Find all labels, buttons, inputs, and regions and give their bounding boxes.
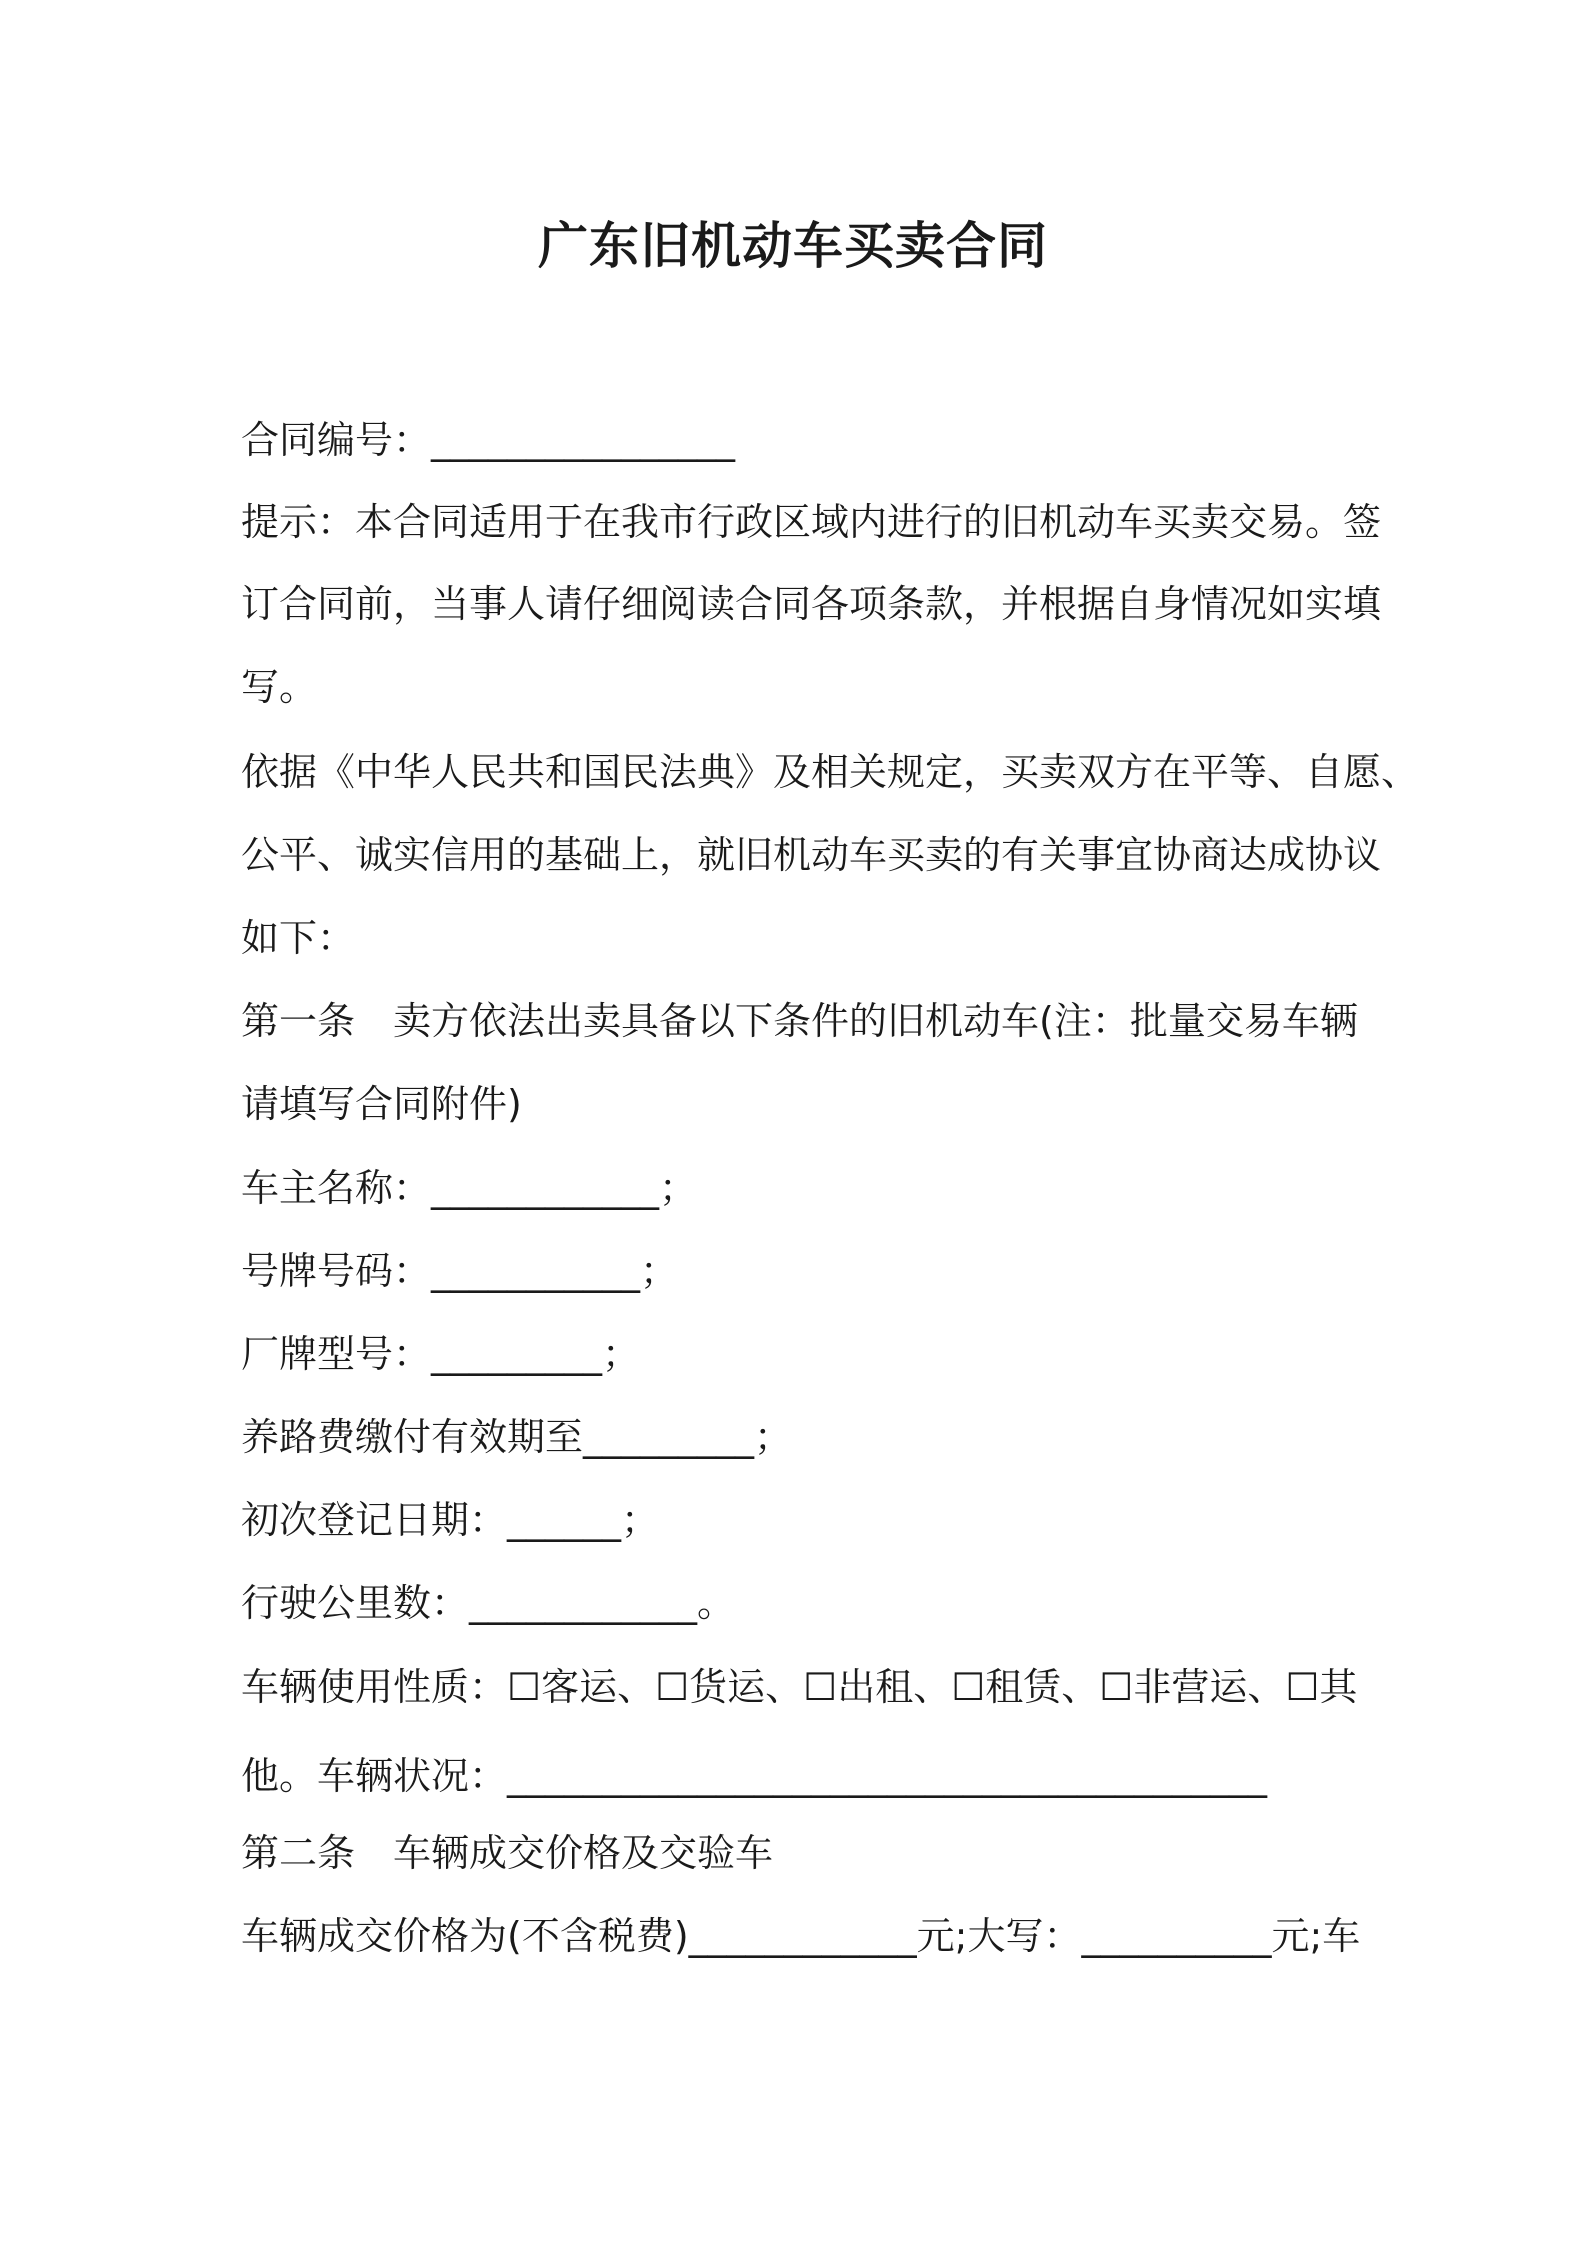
- owner-name-field: 车主名称：____________；: [241, 1166, 698, 1210]
- preamble-line-3: 如下：: [241, 916, 356, 960]
- price-line: 车辆成交价格为(不含税费)____________元;大写：__________元;车: [241, 1914, 1361, 1958]
- contract-number-line: 合同编号：________________: [241, 418, 736, 462]
- first-registration-field: 初次登记日期：______；: [241, 1498, 660, 1542]
- article-2-heading: 第二条 车辆成交价格及交验车: [241, 1831, 774, 1875]
- article-1-line-2: 请填写合同附件): [241, 1082, 522, 1126]
- article-1-line-1: 第一条 卖方依法出卖具备以下条件的旧机动车(注：批量交易车辆: [241, 999, 1358, 1043]
- notice-line-1: 提示：本合同适用于在我市行政区域内进行的旧机动车买卖交易。签: [241, 500, 1382, 544]
- mileage-field: 行驶公里数：____________。: [241, 1581, 736, 1625]
- usage-type-line-2: 他。车辆状况：________________________________________: [241, 1754, 1268, 1798]
- notice-line-3: 写。: [241, 665, 318, 709]
- document-title: 广东旧机动车买卖合同: [538, 217, 1048, 275]
- usage-type-line-1: 车辆使用性质：☐客运、☐货运、☐出租、☐租赁、☐非营运、☐其: [241, 1665, 1358, 1709]
- preamble-line-2: 公平、诚实信用的基础上，就旧机动车买卖的有关事宜协商达成协议: [241, 833, 1382, 877]
- road-fee-field: 养路费缴付有效期至_________；: [241, 1415, 793, 1459]
- plate-number-field: 号牌号码：___________；: [241, 1249, 679, 1293]
- notice-line-2: 订合同前，当事人请仔细阅读合同各项条款，并根据自身情况如实填: [241, 582, 1382, 626]
- preamble-line-1: 依据《中华人民共和国民法典》及相关规定，买卖双方在平等、自愿、: [241, 750, 1420, 794]
- brand-model-field: 厂牌型号：_________；: [241, 1332, 641, 1376]
